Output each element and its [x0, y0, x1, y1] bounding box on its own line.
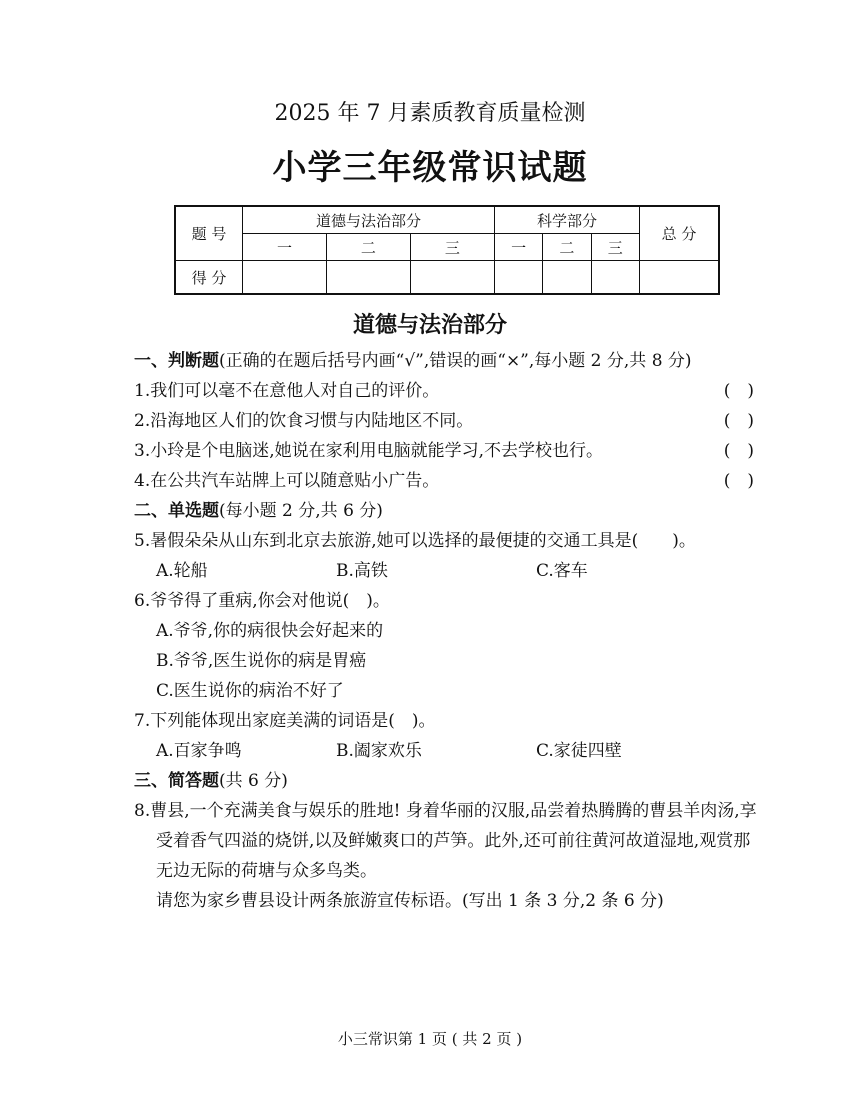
question-6-option-a: A.爷爷,你的病很快会好起来的 — [156, 621, 384, 641]
total-score-cell — [640, 261, 720, 295]
answer-bracket: ( ) — [723, 381, 754, 401]
part1-heading-note: (正确的在题后括号内画“√”,错误的画“×”,每小题 2 分,共 8 分) — [219, 351, 692, 371]
question-3-text: 3.小玲是个电脑迷,她说在家利用电脑就能学习,不去学校也行。 — [134, 441, 604, 461]
part3-heading-note: (共 6 分) — [219, 771, 288, 791]
part1-heading — [134, 346, 764, 376]
col-number: 二 — [543, 234, 591, 261]
score-cell — [243, 261, 327, 295]
score-cell — [494, 261, 542, 295]
score-cell — [591, 261, 639, 295]
question-4-text: 4.在公共汽车站牌上可以随意贴小广告。 — [134, 471, 440, 491]
option-c: C.家徒四壁 — [536, 741, 622, 761]
col-number: 一 — [243, 234, 327, 261]
answer-bracket: ( ) — [723, 441, 754, 461]
question-2 — [134, 406, 764, 436]
option-b: B.高铁 — [336, 561, 388, 581]
option-c: C.客车 — [536, 561, 588, 581]
question-2-text: 2.沿海地区人们的饮食习惯与内陆地区不同。 — [134, 411, 474, 431]
col-number: 二 — [326, 234, 410, 261]
page-footer: 小三常识第 1 页 ( 共 2 页 ) — [337, 1030, 523, 1048]
part2-heading-note: (每小题 2 分,共 6 分) — [219, 501, 383, 521]
exam-title: 小学三年级常识试题 — [272, 148, 588, 188]
score-table — [174, 205, 720, 295]
question-3 — [134, 436, 764, 466]
question-6: 6.爷爷得了重病,你会对他说( )。 — [134, 591, 390, 611]
group-morality-law: 道德与法治部分 — [243, 206, 495, 234]
score-cell — [410, 261, 494, 295]
question-6-option-b: B.爷爷,医生说你的病是胃癌 — [156, 651, 367, 671]
question-number-label: 题 号 — [175, 206, 243, 261]
score-cell — [326, 261, 410, 295]
question-content — [134, 346, 764, 916]
option-a: A.轮船 — [156, 561, 208, 581]
total-label: 总 分 — [640, 206, 720, 261]
group-science: 科学部分 — [494, 206, 639, 234]
question-7-options — [134, 736, 764, 766]
answer-bracket: ( ) — [723, 471, 754, 491]
col-number: 一 — [494, 234, 542, 261]
option-b: B.阖家欢乐 — [336, 741, 422, 761]
question-8-task: 请您为家乡曹县设计两条旅游宣传标语。(写出 1 条 3 分,2 条 6 分) — [156, 891, 664, 911]
score-label: 得 分 — [175, 261, 243, 295]
question-7: 7.下列能体现出家庭美满的词语是( )。 — [134, 711, 436, 731]
col-number: 三 — [591, 234, 639, 261]
part2-heading — [134, 496, 764, 526]
question-5-options — [134, 556, 764, 586]
part3-heading-text: 三、简答题 — [134, 771, 219, 791]
section-title: 道德与法治部分 — [352, 312, 507, 338]
part2-heading-text: 二、单选题 — [134, 501, 219, 521]
col-number: 三 — [410, 234, 494, 261]
question-1 — [134, 376, 764, 406]
question-5: 5.暑假朵朵从山东到北京去旅游,她可以选择的最便捷的交通工具是( )。 — [134, 531, 696, 551]
question-4 — [134, 466, 764, 496]
question-1-text: 1.我们可以毫不在意他人对自己的评价。 — [134, 381, 440, 401]
answer-bracket: ( ) — [723, 411, 754, 431]
exam-subtitle: 2025 年 7 月素质教育质量检测 — [274, 101, 586, 126]
question-6-option-c: C.医生说你的病治不好了 — [156, 681, 344, 701]
part1-heading-text: 一、判断题 — [134, 351, 219, 371]
question-8: 8.曹县,一个充满美食与娱乐的胜地! 身着华丽的汉服,品尝着热腾腾的曹县羊肉汤,享受着香气四溢的烧饼,以及鲜嫩爽口的芦笋。此外,还可前往黄河故道湿地,观赏那无边无际的荷塘与众多鸟类。 — [134, 801, 757, 881]
score-cell — [543, 261, 591, 295]
option-a: A.百家争鸣 — [156, 741, 242, 761]
part3-heading — [134, 766, 764, 796]
